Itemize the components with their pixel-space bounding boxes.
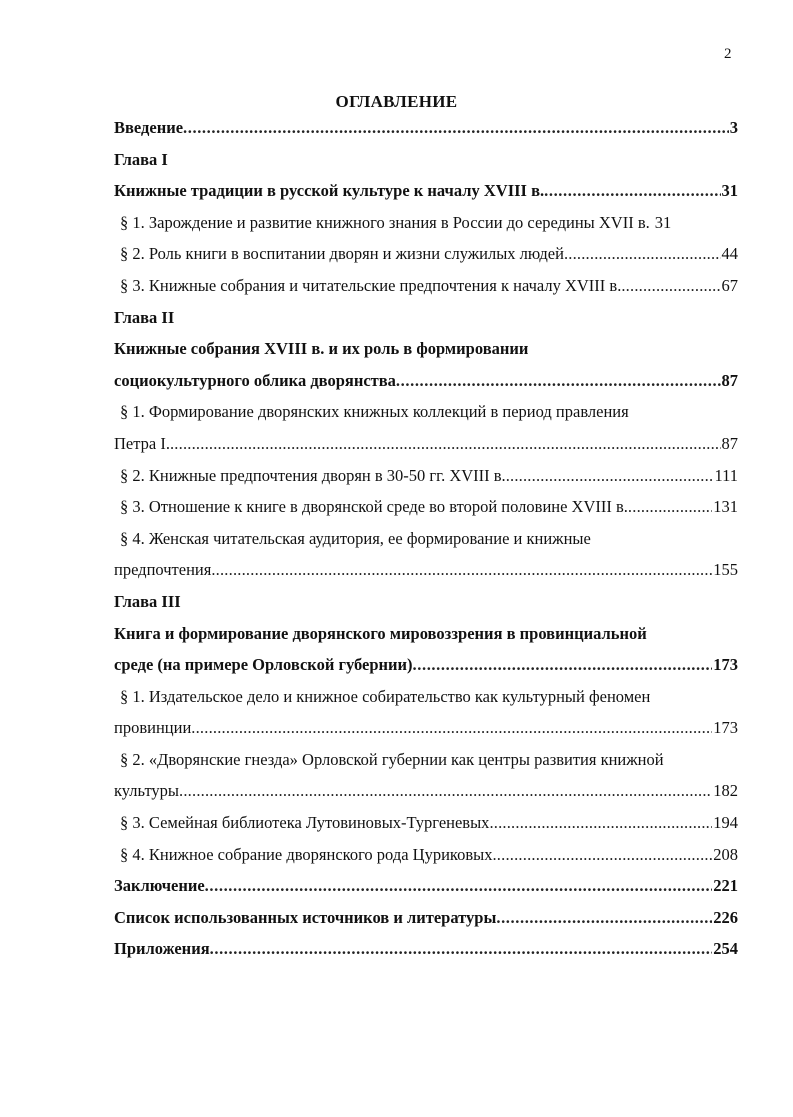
dot-leader xyxy=(396,365,721,397)
toc-entry-text: провинции xyxy=(114,718,192,738)
dot-leader xyxy=(179,775,712,807)
dot-leader xyxy=(628,491,712,523)
toc-entry-text: Заключение xyxy=(114,876,205,896)
toc-entry-appendix[interactable] xyxy=(114,933,738,965)
toc-entry-text: § 3. Книжные собрания и читательские предпочтения к началу XVIII в. xyxy=(120,275,622,295)
toc-entry-ch3-section-3[interactable] xyxy=(114,807,738,839)
toc-entry-ch1-section-1[interactable] xyxy=(114,207,738,239)
chapter-label: Глава III xyxy=(114,591,181,611)
toc-page-number: 173 xyxy=(713,718,738,738)
toc-entry-text: Список использованных источников и литературы xyxy=(114,907,497,927)
dot-leader xyxy=(489,807,712,839)
toc-page-number: 208 xyxy=(713,844,738,864)
dot-leader xyxy=(210,933,713,965)
toc-page-number: 182 xyxy=(713,781,738,801)
toc-entry-text: среде (на примере Орловской губернии) xyxy=(114,655,413,675)
dot-leader xyxy=(170,428,721,460)
toc-entry-text: § 1. Формирование дворянских книжных коллекций в период правления xyxy=(120,402,629,422)
toc-entry-ch3-section-2-line-1[interactable] xyxy=(114,744,738,776)
dot-leader xyxy=(413,649,713,681)
chapter-heading-1 xyxy=(114,144,738,176)
toc-page-number: 254 xyxy=(713,939,738,959)
toc-entry-ch3-section-1-line-2[interactable] xyxy=(114,712,738,744)
toc-entry-chapter-3-line-1[interactable] xyxy=(114,618,738,650)
toc-entry-ch1-section-3[interactable] xyxy=(114,270,738,302)
dot-leader xyxy=(506,460,714,492)
toc-page-number: 44 xyxy=(721,244,738,264)
toc-entry-text: Книжные собрания XVIII в. и их роль в формировании xyxy=(114,339,529,359)
toc-page-number: 87 xyxy=(721,433,738,453)
chapter-heading-3 xyxy=(114,586,738,618)
toc-entry-text: социокультурного облика дворянства xyxy=(114,370,396,390)
toc-entry-sources[interactable] xyxy=(114,902,738,934)
toc-entry-chapter-2-line-1[interactable] xyxy=(114,333,738,365)
toc-entry-conclusion[interactable] xyxy=(114,870,738,902)
toc-page-number: 194 xyxy=(713,813,738,833)
toc-entry-text: культуры xyxy=(114,781,180,801)
toc-entry-ch2-section-2[interactable] xyxy=(114,460,738,492)
toc-entry-text: § 1. Зарождение и развитие книжного знания в России до середины XVII в. xyxy=(120,212,650,232)
toc-entry-text: § 3. Семейная библиотека Лутовиновых-Тургеневых xyxy=(120,813,490,833)
toc-entry-text: § 2. «Дворянские гнезда» Орловской губернии как центры развития книжной xyxy=(120,749,664,769)
dot-leader xyxy=(205,870,713,902)
toc-entry-ch3-section-1-line-1[interactable] xyxy=(114,681,738,713)
toc-entry-ch3-section-2-line-2[interactable] xyxy=(114,775,738,807)
chapter-label: Глава II xyxy=(114,307,175,327)
toc-entry-text: Приложения xyxy=(114,939,210,959)
page-number: 2 xyxy=(724,46,732,62)
toc-entry-text: § 4. Женская читательская аудитория, ее формирование и книжные xyxy=(120,528,591,548)
toc-entry-ch2-section-4-line-2[interactable] xyxy=(114,554,738,586)
toc-entry-text: Книжные традиции в русской культуре к началу XVIII в. xyxy=(114,181,545,201)
toc-entry-text: § 2. Книжные предпочтения дворян в 30-50 гг. XVIII в. xyxy=(120,465,506,485)
toc-entry-text: § 3. Отношение к книге в дворянской среде во второй половине XVIII в. xyxy=(120,497,628,517)
dot-leader xyxy=(621,270,720,302)
toc-page-number: 67 xyxy=(721,275,738,295)
toc-entry-text: Книга и формирование дворянского мировоззрения в провинциальной xyxy=(114,623,647,643)
toc-entry-text: § 1. Издательское дело и книжное собирательство как культурный феномен xyxy=(120,686,651,706)
dot-leader xyxy=(492,839,712,871)
toc-page-number: 111 xyxy=(714,465,738,485)
toc-page-number: 3 xyxy=(729,118,738,137)
toc-entry-text: предпочтения xyxy=(114,560,212,580)
toc-page-number: 155 xyxy=(713,560,738,580)
toc-page-number: 31 xyxy=(654,212,672,232)
dot-leader xyxy=(211,554,712,586)
toc-entry-chapter-1[interactable] xyxy=(114,175,738,207)
toc-entry-ch2-section-1-line-2[interactable] xyxy=(114,428,738,460)
toc-page-number: 226 xyxy=(713,907,738,927)
toc-entry-ch2-section-4-line-1[interactable] xyxy=(114,523,738,555)
toc-page-number: 173 xyxy=(713,655,738,675)
toc-page-number: 87 xyxy=(721,370,738,390)
page-title: ОГЛАВЛЕНИЕ xyxy=(335,92,458,111)
toc-entry-ch3-section-4[interactable] xyxy=(114,839,738,871)
toc-entry-ch2-section-1-line-1[interactable] xyxy=(114,396,738,428)
toc-page-number: 31 xyxy=(721,181,738,201)
dot-leader xyxy=(544,175,720,207)
chapter-label: Глава I xyxy=(114,149,168,169)
dot-leader xyxy=(496,902,712,934)
toc-entry-chapter-2-line-2[interactable] xyxy=(114,365,738,397)
table-of-contents xyxy=(114,112,738,965)
dot-leader xyxy=(564,238,721,270)
toc-entry-text: Петра I. xyxy=(114,433,170,453)
toc-page-number: 221 xyxy=(713,876,738,896)
toc-entry-text: Введение xyxy=(114,118,184,137)
toc-entry-ch2-section-3[interactable] xyxy=(114,491,738,523)
dot-leader xyxy=(183,112,729,144)
dot-leader xyxy=(191,712,712,744)
toc-page-number: 131 xyxy=(713,497,738,517)
toc-entry-ch1-section-2[interactable] xyxy=(114,238,738,270)
toc-entry-text: § 4. Книжное собрание дворянского рода Цуриковых xyxy=(120,844,493,864)
toc-entry-intro[interactable] xyxy=(114,112,738,144)
toc-entry-chapter-3-line-2[interactable] xyxy=(114,649,738,681)
toc-entry-text: § 2. Роль книги в воспитании дворян и жизни служилых людей xyxy=(120,244,564,264)
chapter-heading-2 xyxy=(114,302,738,334)
